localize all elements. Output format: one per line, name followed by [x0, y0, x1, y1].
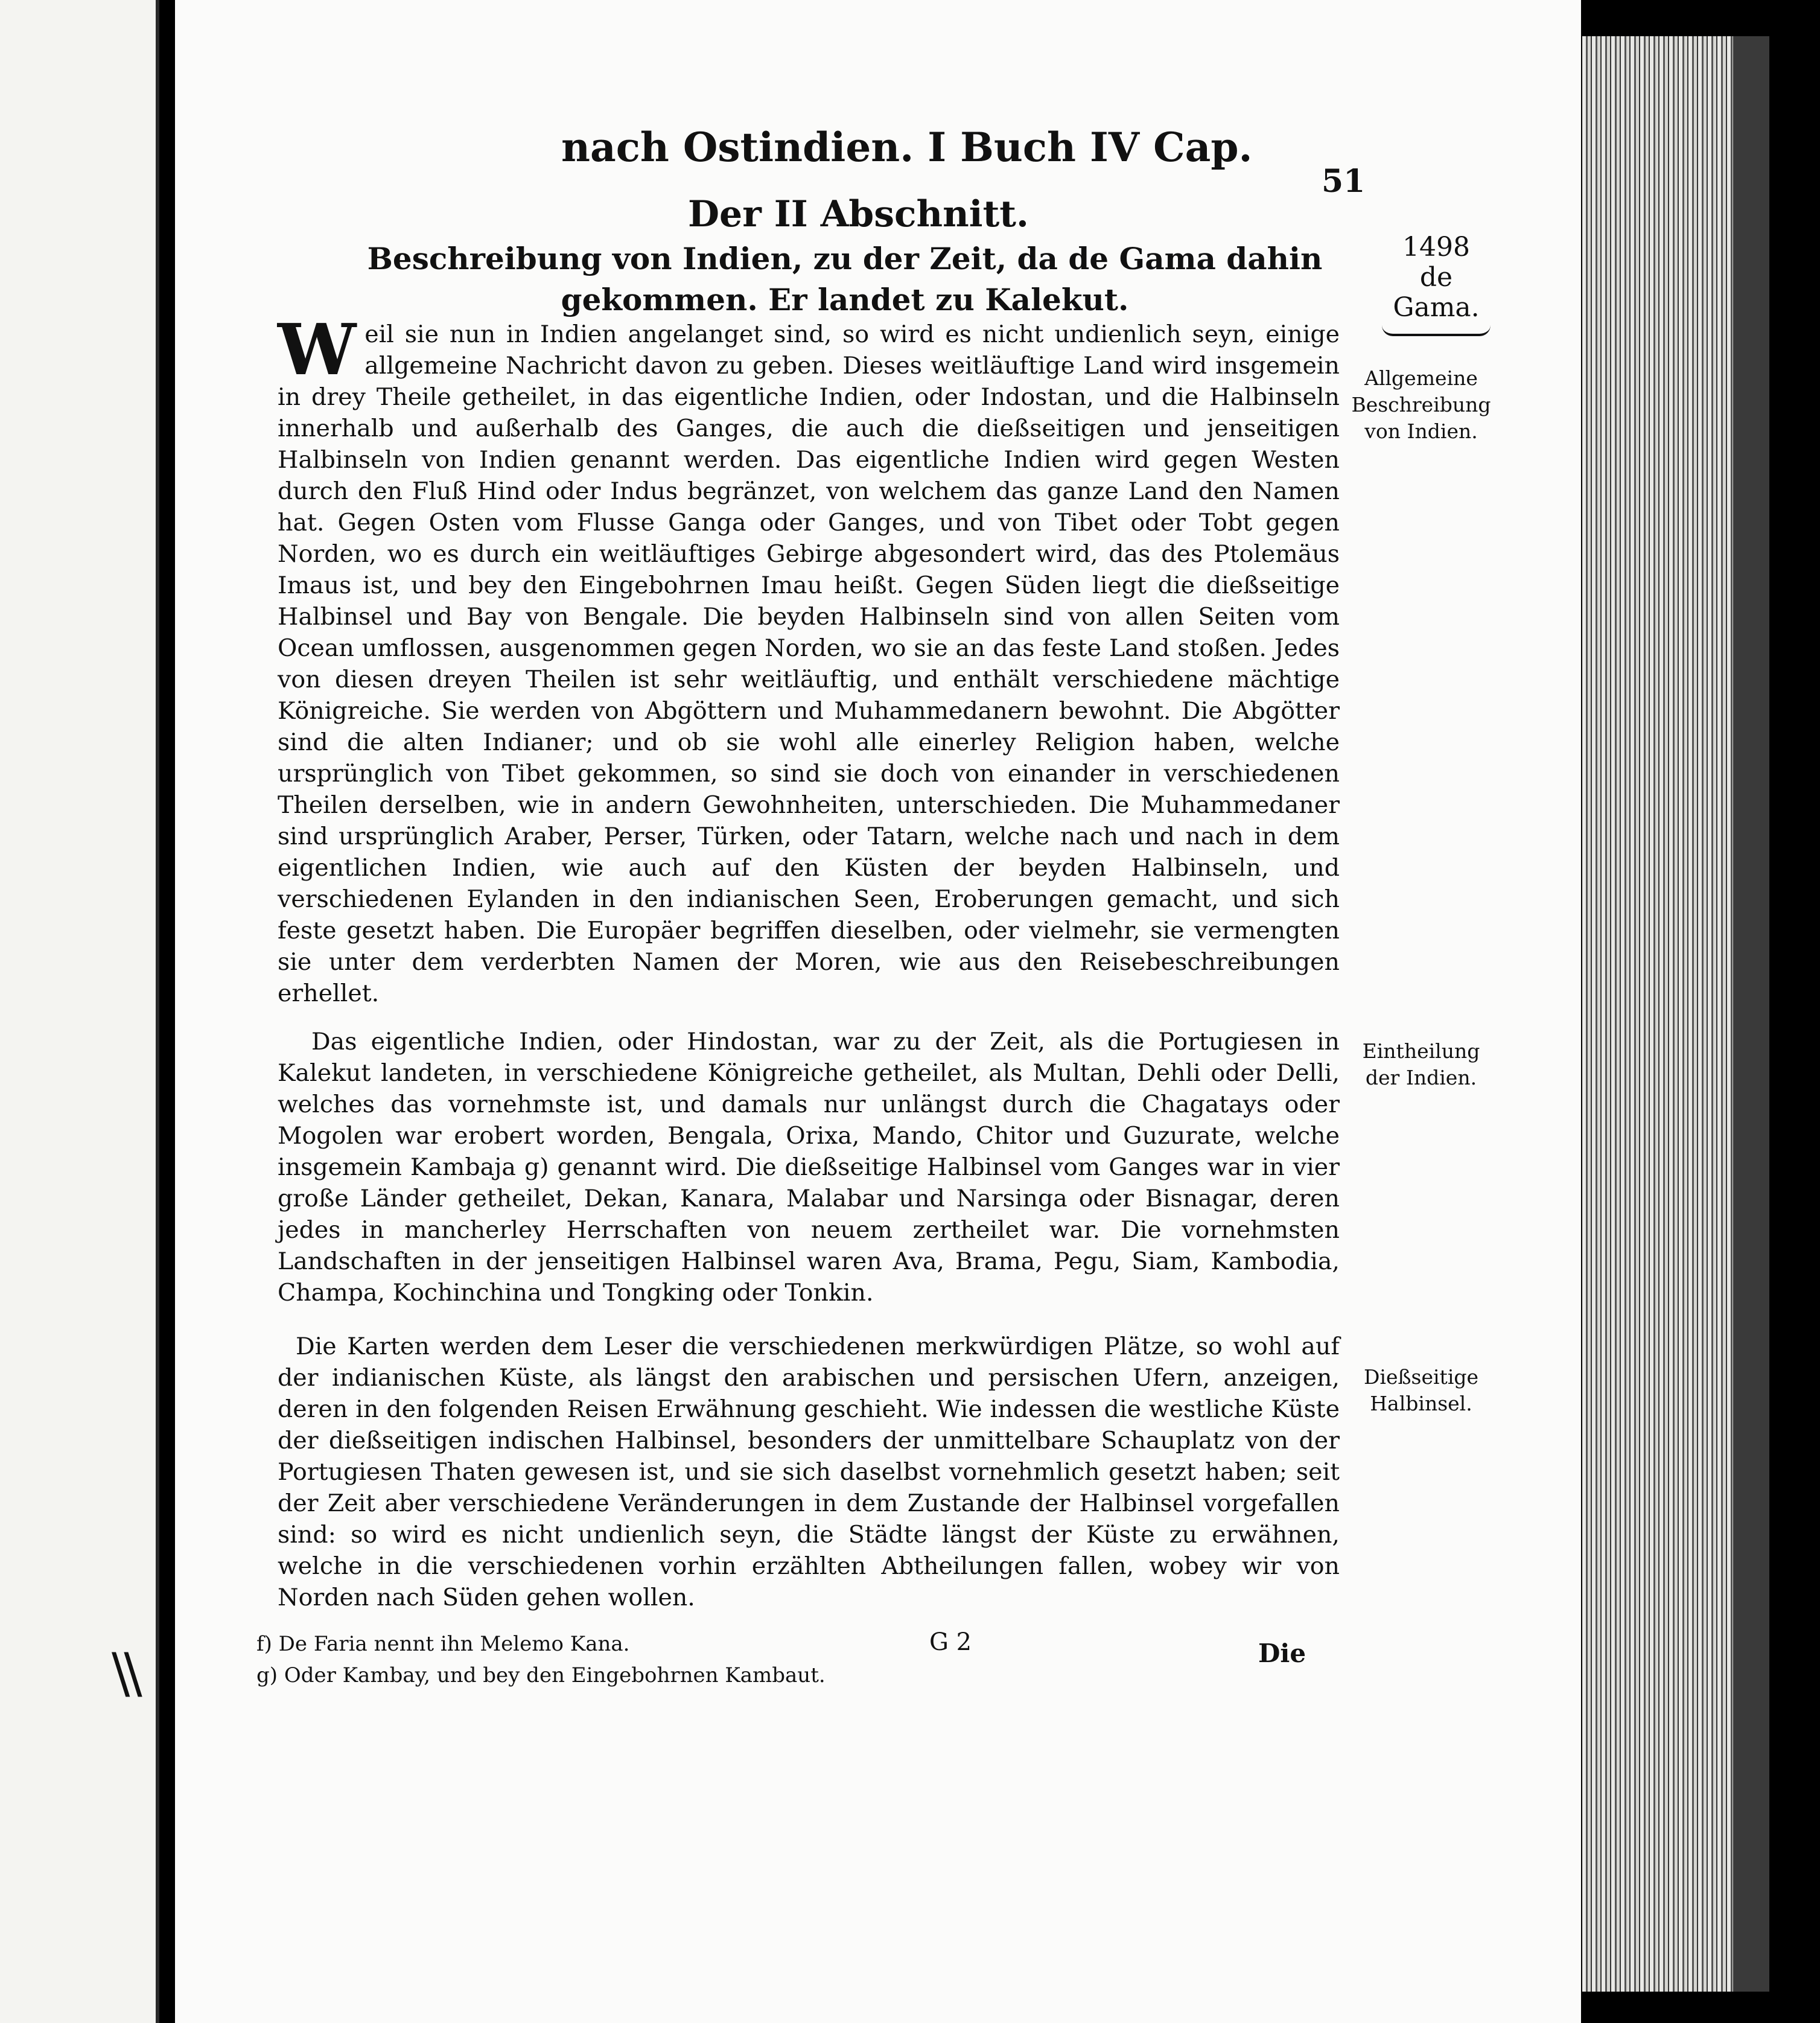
margin-date — [1382, 232, 1491, 336]
paragraph-1 — [278, 309, 1340, 1009]
margin-name: de Gama. — [1393, 262, 1480, 323]
gutter — [156, 0, 159, 2023]
paragraph-2 — [278, 1026, 1340, 1308]
brace-mark — [1382, 325, 1491, 336]
footnote-g: g) Oder Kambay, und bey den Eingebohrnen Kambaut. — [256, 1663, 826, 1687]
paragraph-text: Das eigentliche Indien, oder Hindostan, war zu der Zeit, als die Portugiesen in Kalekut landeten, in verschiedene Königreiche getheilet, als Multan, Dehli oder Delli, welches das vornehmste ist, und damals nur unlängst durch die Chagatays oder Mogolen war erobert worden, Bengala, Orixa, Mando, Chitor und Guzurate, welche insgemein Kambaja g) genannt wird. Die dießseitige Halbinsel vom Ganges war in vier große Länder getheilet, Dekan, Kanara, Malabar und Narsinga oder Bisnagar, deren jedes in mancherley Herrschaften von neuem zertheilet war. Die vornehmsten Landschaften in der jenseitigen Halbinsel waren Ava, Brama, Pegu, Siam, Kambodia, Champa, Kochinchina und Tongking oder Tonkin. — [278, 1028, 1340, 1307]
margin-year: 1498 — [1402, 232, 1470, 263]
paragraph-text: Weil sie nun in Indien angelanget sind, so wird es nicht undienlich seyn, einige allgemeine Nachricht davon zu geben. Dieses weitläuftige Land wird insgemein in drey Theile getheilet, in das eigentliche Indien, oder Indostan, und die Halbinseln innerhalb und außerhalb des Ganges, die auch die dießseitigen und jenseitigen Halbinseln von Indien genannt werden. Das eigentliche Indien wird gegen Westen durch den Fluß Hind oder Indus begränzet, von welchem das ganze Land den Namen hat. Gegen Osten vom Flusse Ganga oder Ganges, und von Tibet oder Tobt gegen Norden, wo es durch ein weitläuftiges Gebirge abgesondert wird, das des Ptolemäus Imaus ist, und bey den Eingebohrnen Imau heißt. Gegen Süden liegt die dießseitige Halbinsel und Bay von Bengale. Die beyden Halbinseln sind von allen Seiten vom Ocean umflossen, ausgenommen gegen Norden, wo sie an das feste Land stoßen. Jedes von diesen dreyen Theilen ist sehr weitläuftig, und enthält verschiedene mächtige Königreiche. Sie werden von Abgöttern und Muhammedanern bewohnt. Die Abgötter sind die alten Indianer; und ob sie wohl alle einerley Religion haben, welche ursprünglich von Tibet gekommen, so sind sie doch von einander in verschiedenen Theilen derselben, wie in andern Gewohnheiten, unterschieden. Die Muhammedaner sind ursprünglich Araber, Perser, Türken, oder Tatarn, welche nach und nach in dem eigentlichen Indien, wie auch auf den Küsten der beyden Halbinseln, und verschiedenen Eylanden in den indianischen Seen, Eroberungen gemacht, und sich feste gesetzt haben. Die Europäer begriffen dieselben, oder vielmehr, sie vermengten sie unter dem verderbten Namen der Moren, wie aus den Reisebeschreibungen erhellet. — [278, 309, 1340, 1007]
left-page-marks: \\ — [112, 1642, 136, 1705]
margin-note-eintheilung: Eintheilung der Indien. — [1362, 1039, 1480, 1089]
page-edge-shadow — [1733, 36, 1769, 1992]
page-edges — [1582, 36, 1733, 1992]
margin-note-halbinsel: Dießseitige Halbinsel. — [1363, 1365, 1479, 1415]
footnotes — [256, 1628, 981, 1691]
footnote-f: f) De Faria nennt ihn Melemo Kana. — [256, 1632, 630, 1656]
paragraph-3 — [278, 1331, 1340, 1613]
catchword: Die — [1258, 1639, 1306, 1668]
signature-mark: G 2 — [929, 1628, 972, 1656]
margin-note-allgemeine: Allgemeine Beschreibung von Indien. — [1351, 366, 1491, 443]
paragraph-text: Die Karten werden dem Leser die verschiedenen merkwürdigen Plätze, so wohl auf der indianischen Küste, als längst den arabischen und persischen Ufern, anzeigen, deren in den folgenden Reisen Erwähnung geschieht. Wie indessen die westliche Küste der dießseitigen indischen Halbinsel, besonders der unmittelbare Schauplatz von der Portugiesen Thaten gewesen ist, und sie sich daselbst vornehmlich gesetzt haben; seit der Zeit aber verschiedene Veränderungen in dem Zustande der Halbinsel vorgefallen sind: so wird es nicht undienlich seyn, die Städte längst der Küste zu erwähnen, welche in die verschiedenen vorhin erzählten Abtheilungen fallen, wobey wir von Norden nach Süden gehen wollen. — [278, 1333, 1340, 1611]
section-title: Der II Abschnitt. — [688, 193, 1029, 235]
left-page-fragment — [0, 0, 158, 2023]
chapter-title: Beschreibung von Indien, zu der Zeit, da de Gama dahin gekommen. Er landet zu Kalekut. — [367, 241, 1323, 317]
page-number: 51 — [1322, 163, 1366, 200]
running-head: nach Ostindien. I Buch IV Cap. — [561, 124, 1253, 171]
